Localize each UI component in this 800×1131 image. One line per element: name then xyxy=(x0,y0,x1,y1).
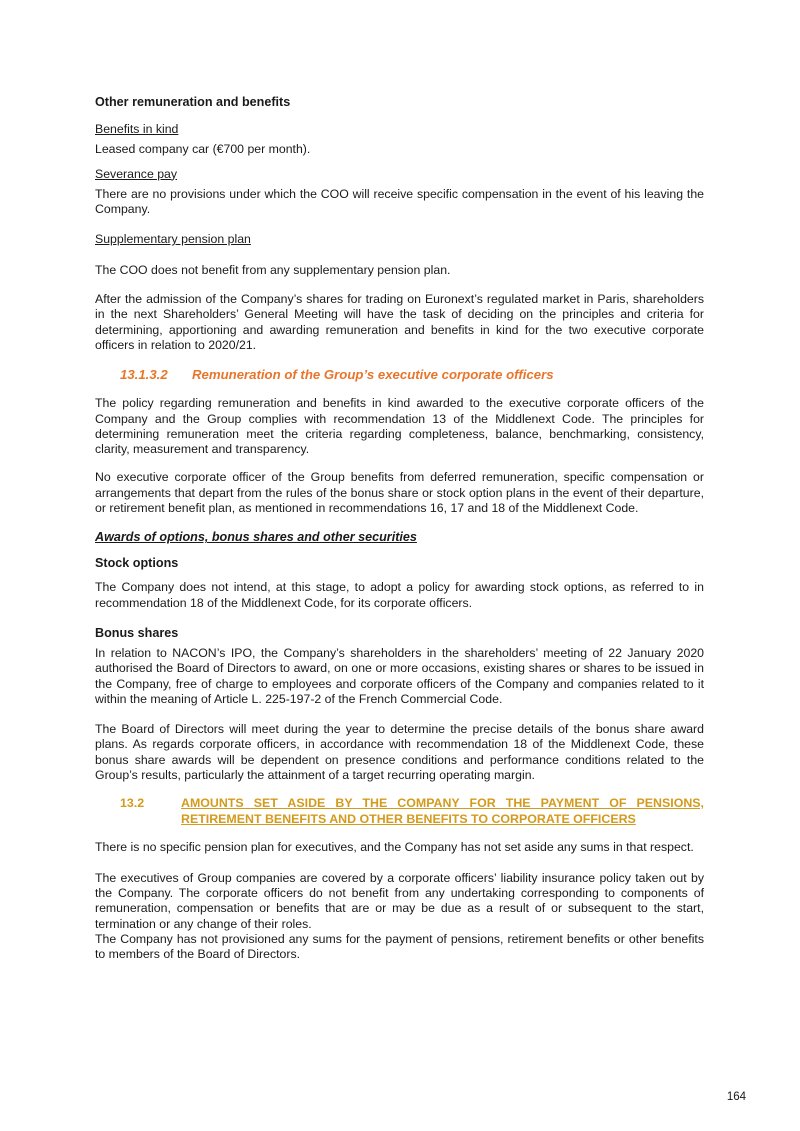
stock-options-paragraph: The Company does not intend, at this stage, to adopt a policy for awarding stock options, as referred to in recommendation 18 of the Middlenext Code, for its corporate officers. xyxy=(95,580,704,610)
section-13132-number: 13.1.3.2 xyxy=(120,367,168,383)
severance-label: Severance pay xyxy=(95,166,178,181)
section-13132-heading xyxy=(95,367,704,383)
not-provisioned-paragraph: The Company has not provisioned any sums for the payment of pensions, retirement benefits or other benefits to members of the Board of Directors. xyxy=(95,931,704,962)
stock-options-heading: Stock options xyxy=(95,556,179,571)
section-132-heading xyxy=(95,796,704,827)
severance-text: There are no provisions under which the COO will receive specific compensation in the event of his leaving the Company. xyxy=(95,186,704,217)
policy-paragraph: The policy regarding remuneration and benefits in kind awarded to the executive corporate officers of the Company and the Group complies with recommendation 13 of the Middlenext Code. The principles for determining remuneration meet the criteria regarding completeness, balance, benchmarking, consistency, clarity, measurement and transparency. xyxy=(95,396,704,457)
benefits-in-kind-text: Leased company car (€700 per month). xyxy=(95,142,311,157)
section-13132-title: Remuneration of the Group’s executive corporate officers xyxy=(192,367,554,383)
admission-paragraph: After the admission of the Company’s shares for trading on Euronext’s regulated market in Paris, shareholders in the next Shareholders’ General Meeting will have the task of deciding on the principles and criteria for determining, apportioning and awarding remuneration and benefits in kind for the two executive corporate officers in relation to 2020/21. xyxy=(95,292,704,352)
awards-heading: Awards of options, bonus shares and other securities xyxy=(95,530,417,545)
section-132-number: 13.2 xyxy=(120,796,145,811)
no-deferred-paragraph: No executive corporate officer of the Group benefits from deferred remuneration, specific compensation or arrangements that depart from the rules of the bonus share or stock option plans in the event of their departure, or retirement benefit plan, as mentioned in recommendations 16, 17 and 18 of the Middlenext Code. xyxy=(95,470,704,516)
executives-paragraph: The executives of Group companies are covered by a corporate officers’ liability insurance policy taken out by the Company. The corporate officers do not benefit from any undertaking corresponding to components of remuneration, compensation or benefits that are or may be due as a result of or subsequent to the start, termination or any change of their roles. xyxy=(95,870,704,931)
no-pension-paragraph: There is no specific pension plan for executives, and the Company has not set aside any sums in that respect. xyxy=(95,840,694,855)
other-remuneration-heading: Other remuneration and benefits xyxy=(95,95,291,109)
pension-label: Supplementary pension plan xyxy=(95,232,251,247)
bonus-shares-paragraph: In relation to NACON’s IPO, the Company’s shareholders in the shareholders’ meeting of 22 January 2020 authorised the Board of Directors to award, on one or more occasions, existing shares or shares to be issued in the Company, free of charge to employees and corporate officers of the Company and companies related to it within the meaning of Article L. 225-197-2 of the French Commercial Code. xyxy=(95,645,704,706)
benefits-in-kind-label: Benefits in kind xyxy=(95,122,179,136)
bonus-shares-heading: Bonus shares xyxy=(95,625,179,640)
pension-text: The COO does not benefit from any supplementary pension plan. xyxy=(95,262,451,277)
section-132-title: AMOUNTS SET ASIDE BY THE COMPANY FOR THE PAYMENT OF PENSIONS, RETIREMENT BENEFITS AND OTHER BENEFITS TO CORPORATE OFFICERS xyxy=(181,796,704,826)
document-page xyxy=(95,94,704,962)
page-number: 164 xyxy=(726,1091,746,1103)
board-paragraph: The Board of Directors will meet during the year to determine the precise details of the bonus share award plans. As regards corporate officers, in accordance with recommendation 18 of the Middlenext Code, these bonus share awards will be dependent on presence conditions and performance conditions related to the Group’s results, particularly the attainment of a target recurring operating margin. xyxy=(95,722,704,783)
